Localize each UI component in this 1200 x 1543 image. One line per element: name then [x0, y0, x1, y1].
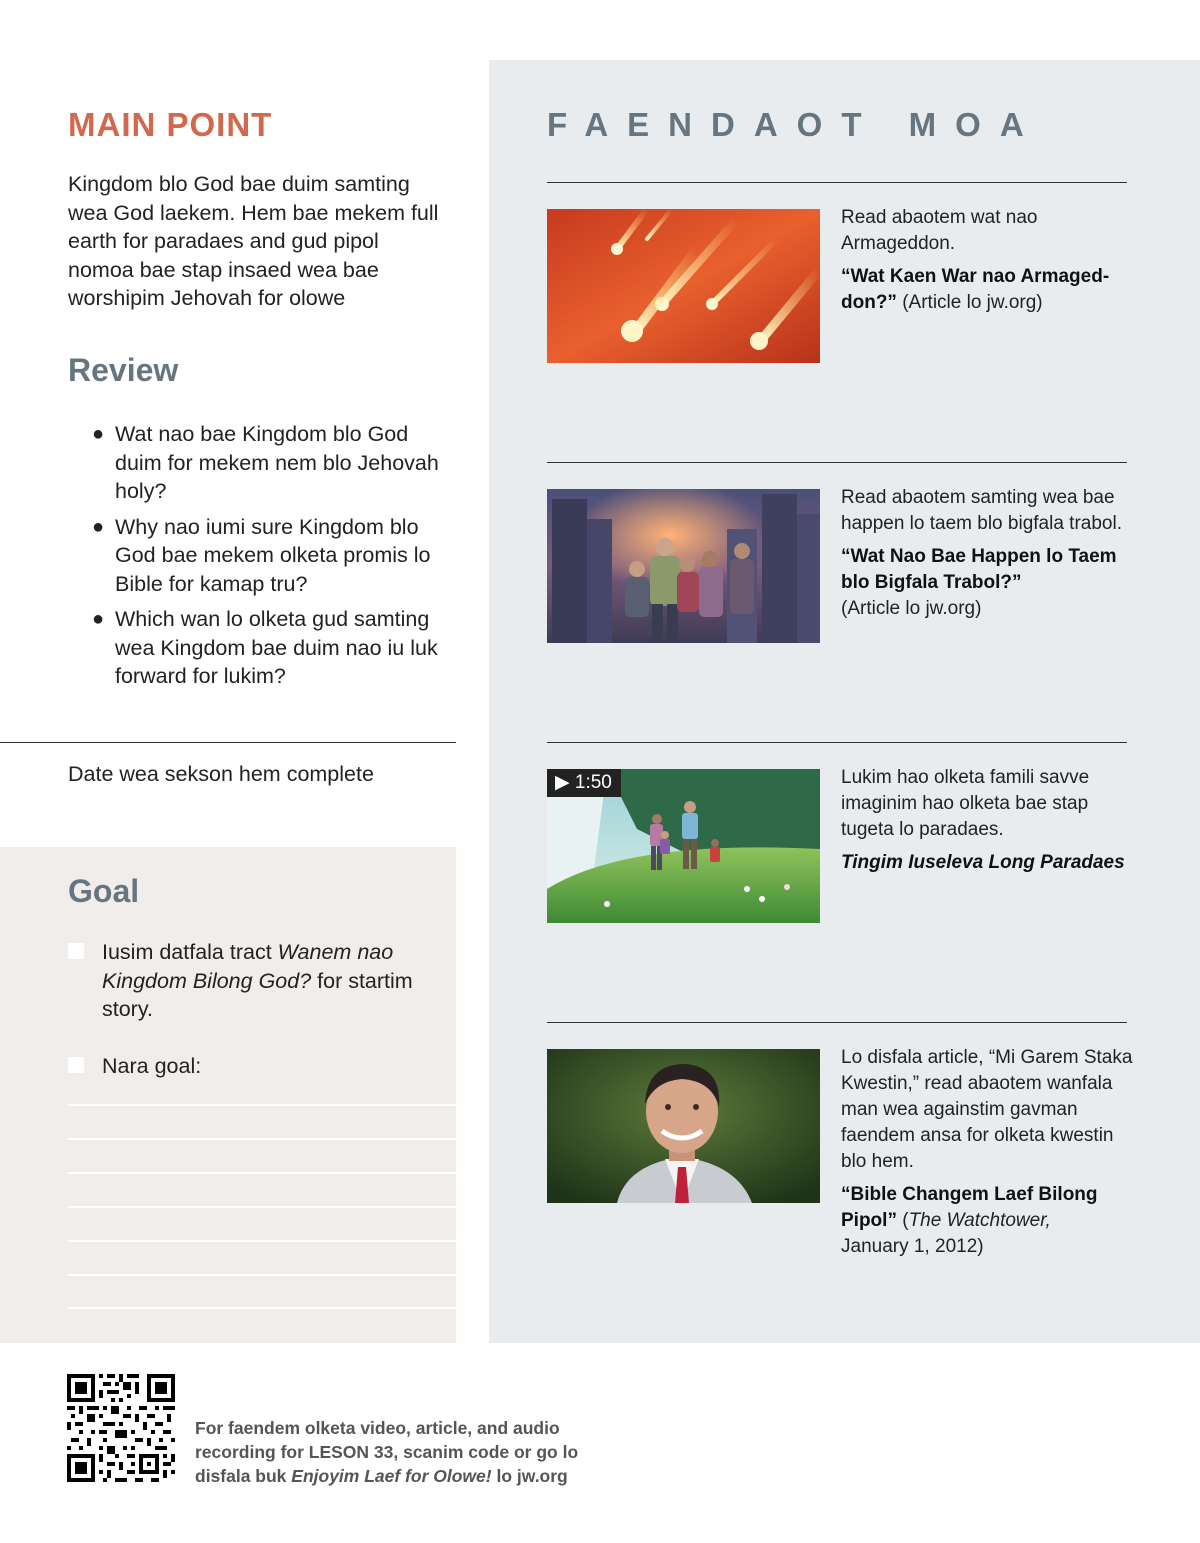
main-point-body: Kingdom blo God bae duim samting wea God laekem. Hem bae mekem full earth for paradaes and gud pipol nomoa bae stap insaed wea bae worshipim Jehovah for olowe [68, 172, 439, 310]
book-title: Enjoyim Laef for Olowe! [291, 1466, 492, 1486]
item-reference[interactable] [841, 544, 1141, 622]
write-line[interactable] [68, 1307, 456, 1309]
find-more-item [841, 485, 1141, 622]
man-portrait-image[interactable] [547, 1049, 820, 1203]
write-line[interactable] [68, 1104, 456, 1106]
review-item [92, 605, 458, 691]
goal-checkbox[interactable] [68, 943, 84, 959]
tract-title: Wanem nao Kingdom Bilong God? [102, 940, 394, 993]
item-description: Read abaotem samting wea bae happen lo taem blo bigfala trabol. [841, 487, 1122, 534]
review-item-text: Wat nao bae Kingdom blo God duim for mekem nem blo Jehovah holy? [115, 422, 439, 503]
main-point-title: MAIN POINT [68, 106, 273, 143]
reference-date: January 1, 2012) [841, 1236, 984, 1257]
item-reference[interactable] [841, 850, 1141, 876]
divider [0, 742, 456, 743]
goal-item-tract [68, 938, 448, 1024]
item-reference[interactable] [841, 1182, 1141, 1260]
video-duration-badge: ▶ 1:50 [547, 769, 621, 797]
magazine-title: The Watchtower, [908, 1210, 1051, 1231]
portrait-illustration [547, 1049, 820, 1203]
meteor-image[interactable] [547, 209, 820, 363]
goal-item-other [68, 1052, 448, 1081]
goal-checkbox[interactable] [68, 1057, 84, 1073]
item-description: Lukim hao olketa famili savve imaginim hao olketa bae stap tugeta lo paradaes. [841, 767, 1090, 840]
reference-source: (Article lo jw.org) [841, 598, 982, 619]
goal-item-text [68, 938, 448, 1024]
write-line[interactable] [68, 1172, 456, 1174]
meteor-illustration [547, 209, 820, 363]
goal-panel [0, 847, 456, 1343]
paradise-video-thumbnail[interactable] [547, 769, 820, 923]
video-title: Tingim Iuseleva Long Paradaes [841, 852, 1125, 873]
item-description: Lo disfala article, “Mi Garem Staka Kwestin,” read abaotem wanfala man wea againstim gavman faendem ansa for olketa kwestin blo hem. [841, 1047, 1133, 1172]
write-line[interactable] [68, 1138, 456, 1140]
find-more-item [841, 1045, 1141, 1260]
reference-title: “Wat Kaen War nao Armageddon?” [841, 266, 1110, 313]
bullet-icon: ● [92, 608, 105, 630]
write-line[interactable] [68, 1274, 456, 1276]
goal-text-part: for startim story. [102, 968, 413, 1021]
find-more-title: FAENDAOT MOA [547, 106, 1043, 143]
reference-source: ( [896, 1210, 909, 1231]
footer-text-part: For faendem olketa video, article, and audio recording for LESON 33, scanim code or go lo disfala buk [195, 1418, 579, 1486]
qr-code-icon[interactable] [67, 1374, 175, 1482]
item-reference[interactable] [841, 264, 1141, 316]
bullet-icon: ● [92, 515, 105, 538]
family-illustration [547, 489, 820, 643]
goal-title: Goal [68, 873, 140, 909]
divider [547, 1022, 1127, 1023]
write-line[interactable] [68, 1206, 456, 1208]
date-completed-label: Date wea sekson hem complete [68, 762, 374, 786]
item-description: Read abaotem wat nao Armageddon. [841, 207, 1038, 254]
review-title: Review [68, 352, 179, 388]
bullet-icon: ● [92, 423, 105, 445]
find-more-item [841, 765, 1141, 876]
divider [547, 742, 1127, 743]
family-tribulation-image[interactable] [547, 489, 820, 643]
divider [547, 462, 1127, 463]
divider [547, 182, 1127, 183]
qr-code-graphic [67, 1374, 175, 1482]
review-item-text: Why nao iumi sure Kingdom blo God bae mekem olketa promis lo Bible for kamap tru? [115, 514, 431, 596]
reference-title: “Bible Changem Laef Bilong Pipol” [841, 1184, 1098, 1231]
review-item-text: Which wan lo olketa gud samting wea Kingdom bae duim nao iu luk forward for lukim? [115, 607, 438, 688]
goal-item-text: Nara goal: [102, 1054, 202, 1078]
find-more-item [841, 205, 1141, 316]
reference-source: (Article lo jw.org) [896, 292, 1043, 313]
review-item [92, 420, 458, 506]
review-list [92, 420, 458, 698]
footer-text-part: lo jw.org [491, 1466, 568, 1486]
write-line[interactable] [68, 1240, 456, 1242]
reference-title: “Wat Nao Bae Happen lo Taem blo Bigfala Trabol?” [841, 546, 1117, 593]
review-item [92, 513, 458, 599]
footer-text [195, 1416, 615, 1488]
goal-text-part: Iusim datfala tract [102, 940, 278, 964]
